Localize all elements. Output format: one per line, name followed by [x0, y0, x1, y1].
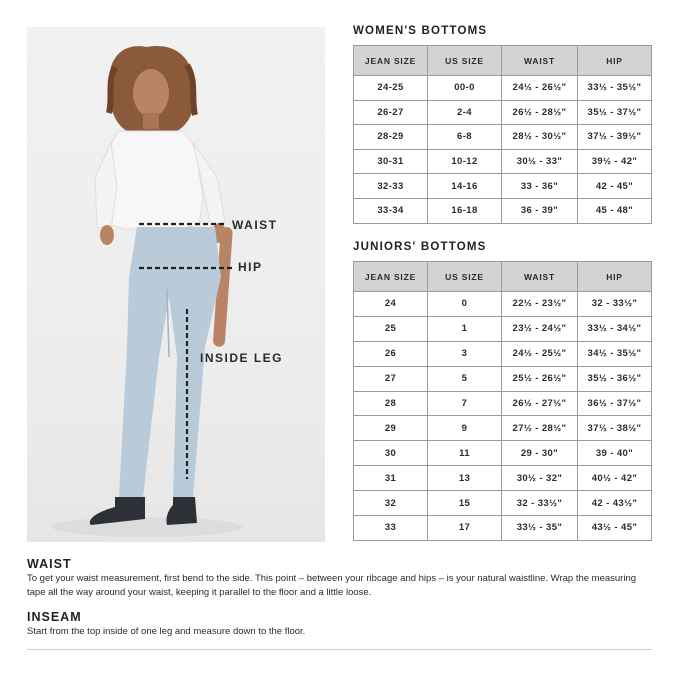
table-cell: 11	[428, 441, 502, 466]
table-cell: 14-16	[428, 174, 502, 199]
face	[133, 69, 169, 117]
table-cell: 24-25	[354, 76, 428, 101]
column-header: JEAN SIZE	[354, 46, 428, 76]
waist-note-text: To get your waist measurement, first bend to the side. This point – between your ribcage and hips – is your natural waistline. Wrap the measuring tape all the way around your waist, keeping it parallel to the floor and a little loose.	[27, 573, 637, 598]
column-header: US SIZE	[428, 262, 502, 292]
table-row	[354, 366, 652, 391]
column-header: WAIST	[502, 46, 578, 76]
column-header: JEAN SIZE	[354, 262, 428, 292]
table-cell: 35½ - 36½"	[578, 366, 652, 391]
table-cell: 10-12	[428, 149, 502, 174]
table-cell: 34½ - 35½"	[578, 341, 652, 366]
table-cell: 32 - 33½"	[578, 292, 652, 317]
table-cell: 22½ - 23½"	[502, 292, 578, 317]
table-cell: 24½ - 25½"	[502, 341, 578, 366]
table-cell: 28	[354, 391, 428, 416]
model-illustration	[27, 27, 325, 542]
table-row	[354, 441, 652, 466]
table-cell: 33	[354, 516, 428, 541]
table-cell: 28-29	[354, 125, 428, 150]
table-cell: 00-0	[428, 76, 502, 101]
table-cell: 3	[428, 341, 502, 366]
table-cell: 32-33	[354, 174, 428, 199]
inseam-note-title: INSEAM	[27, 610, 82, 624]
table-cell: 26½ - 27½"	[502, 391, 578, 416]
table-cell: 17	[428, 516, 502, 541]
table-cell: 25½ - 26½"	[502, 366, 578, 391]
divider	[27, 649, 652, 650]
table-cell: 15	[428, 491, 502, 516]
table-cell: 32	[354, 491, 428, 516]
table-cell: 36 - 39"	[502, 198, 578, 223]
table-cell: 1	[428, 316, 502, 341]
table-cell: 37½ - 38½"	[578, 416, 652, 441]
table-cell: 30	[354, 441, 428, 466]
table-header-row	[354, 262, 652, 292]
neck	[143, 113, 159, 129]
table-row	[354, 416, 652, 441]
table-cell: 42 - 43½"	[578, 491, 652, 516]
table-cell: 31	[354, 466, 428, 491]
table-cell: 26-27	[354, 100, 428, 125]
table-cell: 33½ - 35½"	[578, 76, 652, 101]
table-row	[354, 516, 652, 541]
waist-note-title: WAIST	[27, 557, 72, 571]
table-cell: 13	[428, 466, 502, 491]
table-cell: 9	[428, 416, 502, 441]
table-cell: 30-31	[354, 149, 428, 174]
table-cell: 29	[354, 416, 428, 441]
table-cell: 28½ - 30½"	[502, 125, 578, 150]
juniors-size-table	[353, 261, 652, 541]
table-row	[354, 316, 652, 341]
table-row	[354, 466, 652, 491]
table-cell: 33-34	[354, 198, 428, 223]
table-cell: 23½ - 24½"	[502, 316, 578, 341]
table-cell: 33½ - 34½"	[578, 316, 652, 341]
table-cell: 36½ - 37½"	[578, 391, 652, 416]
table-cell: 24	[354, 292, 428, 317]
womens-size-table	[353, 45, 652, 224]
table-cell: 2-4	[428, 100, 502, 125]
table-cell: 7	[428, 391, 502, 416]
womens-title: WOMEN'S BOTTOMS	[353, 25, 488, 37]
right-shoe	[166, 497, 197, 525]
table-row	[354, 491, 652, 516]
waist-label: WAIST	[232, 218, 278, 232]
table-cell: 33 - 36"	[502, 174, 578, 199]
jeans-seam	[167, 289, 169, 357]
column-header: HIP	[578, 46, 652, 76]
left-hand	[100, 225, 114, 245]
table-row	[354, 292, 652, 317]
table-cell: 27½ - 28½"	[502, 416, 578, 441]
table-cell: 33½ - 35"	[502, 516, 578, 541]
table-cell: 30½ - 33"	[502, 149, 578, 174]
table-row	[354, 341, 652, 366]
column-header: US SIZE	[428, 46, 502, 76]
table-row	[354, 149, 652, 174]
table-row	[354, 76, 652, 101]
table-cell: 26	[354, 341, 428, 366]
table-cell: 27	[354, 366, 428, 391]
inside-leg-label: INSIDE LEG	[200, 351, 284, 365]
table-cell: 39½ - 42"	[578, 149, 652, 174]
table-cell: 30½ - 32"	[502, 466, 578, 491]
table-cell: 5	[428, 366, 502, 391]
table-row	[354, 100, 652, 125]
column-header: WAIST	[502, 262, 578, 292]
hip-label: HIP	[238, 260, 263, 274]
table-cell: 16-18	[428, 198, 502, 223]
table-cell: 37½ - 39½"	[578, 125, 652, 150]
table-cell: 0	[428, 292, 502, 317]
table-cell: 45 - 48"	[578, 198, 652, 223]
column-header: HIP	[578, 262, 652, 292]
table-row	[354, 125, 652, 150]
table-cell: 26½ - 28½"	[502, 100, 578, 125]
table-row	[354, 391, 652, 416]
table-header-row	[354, 46, 652, 76]
table-cell: 29 - 30"	[502, 441, 578, 466]
table-cell: 6-8	[428, 125, 502, 150]
table-cell: 35½ - 37½"	[578, 100, 652, 125]
table-cell: 25	[354, 316, 428, 341]
table-cell: 39 - 40"	[578, 441, 652, 466]
table-cell: 40½ - 42"	[578, 466, 652, 491]
table-row	[354, 174, 652, 199]
floor-shadow	[52, 517, 242, 537]
inseam-note-text: Start from the top inside of one leg and measure down to the floor.	[27, 626, 306, 637]
table-cell: 42 - 45"	[578, 174, 652, 199]
shirt	[103, 131, 203, 229]
table-cell: 32 - 33½"	[502, 491, 578, 516]
table-cell: 43½ - 45"	[578, 516, 652, 541]
model-photo	[27, 27, 325, 542]
table-row	[354, 198, 652, 223]
juniors-title: JUNIORS' BOTTOMS	[353, 241, 487, 253]
table-cell: 24½ - 26½"	[502, 76, 578, 101]
